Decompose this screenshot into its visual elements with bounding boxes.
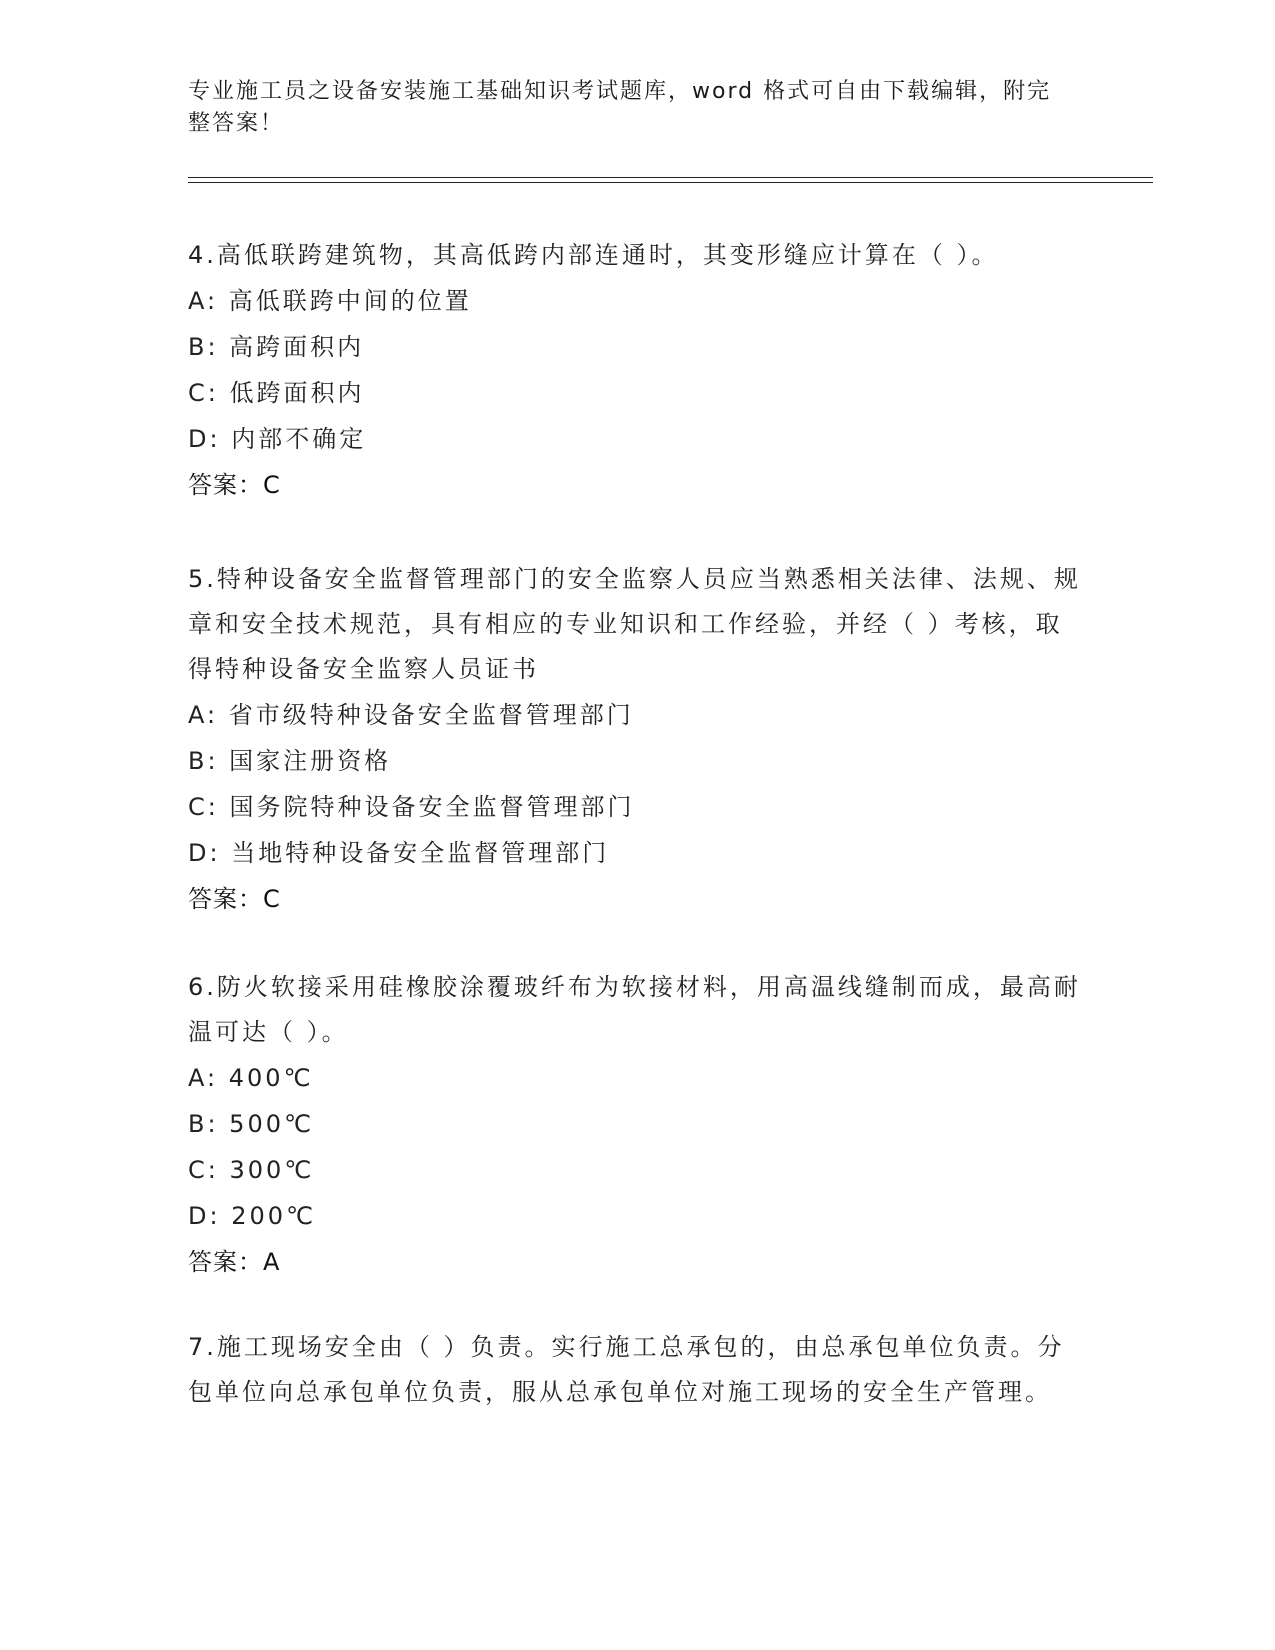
document-header: 专业施工员之设备安装施工基础知识考试题库，word 格式可自由下载编辑，附完整答案！: [188, 79, 1052, 136]
option-d: D: 当地特种设备安全监督管理部门: [188, 839, 610, 867]
option-b: B: 高跨面积内: [188, 333, 365, 361]
question-5: [188, 557, 1088, 922]
option-d: D: 内部不确定: [188, 425, 367, 453]
answer: 答案：A: [188, 1248, 281, 1276]
question-stem: 5.特种设备安全监督管理部门的安全监察人员应当熟悉相关法律、法规、规章和安全技术规范，具有相应的专业知识和工作经验，并经（ ）考核，取得特种设备安全监察人员证书: [188, 565, 1081, 683]
option-b: B: 国家注册资格: [188, 747, 392, 775]
header-divider-bottom: [188, 182, 1153, 183]
answer: 答案：C: [188, 471, 281, 499]
option-c: C: 国务院特种设备安全监督管理部门: [188, 793, 635, 821]
question-stem: 4.高低联跨建筑物，其高低跨内部连通时，其变形缝应计算在（ ）。: [188, 241, 999, 269]
answer: 答案：C: [188, 885, 281, 913]
header-divider-top: [188, 177, 1153, 178]
question-stem: 7.施工现场安全由（ ）负责。实行施工总承包的，由总承包单位负责。分包单位向总承包单位负责，服从总承包单位对施工现场的安全生产管理。: [188, 1333, 1065, 1406]
option-a: A: 高低联跨中间的位置: [188, 287, 472, 315]
option-b: B: 500℃: [188, 1110, 314, 1138]
option-d: D: 200℃: [188, 1202, 316, 1230]
option-c: C: 300℃: [188, 1156, 315, 1184]
question-4: [188, 233, 1088, 508]
option-c: C: 低跨面积内: [188, 379, 365, 407]
option-a: A: 省市级特种设备安全监督管理部门: [188, 701, 634, 729]
question-6: [188, 965, 1088, 1285]
question-stem: 6.防火软接采用硅橡胶涂覆玻纤布为软接材料，用高温线缝制而成，最高耐温可达（ ）。: [188, 973, 1081, 1046]
question-7: [188, 1325, 1088, 1415]
option-a: A: 400℃: [188, 1064, 314, 1092]
